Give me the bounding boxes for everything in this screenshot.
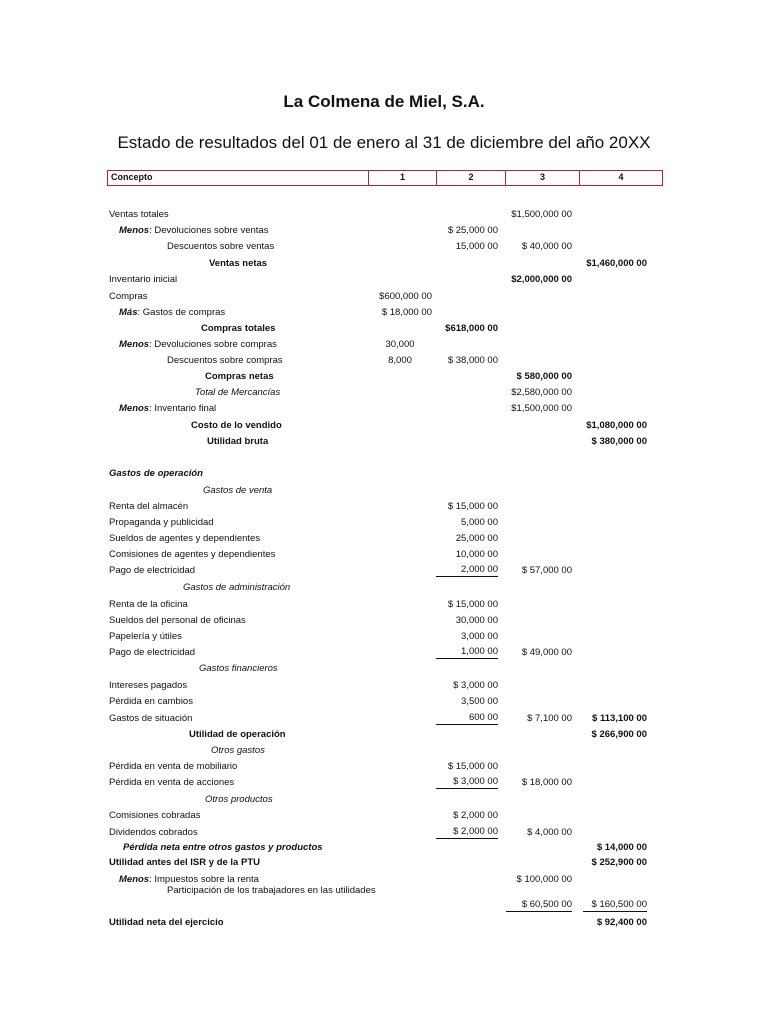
amount-c3: $ 580,000 00	[516, 371, 572, 382]
row-label-text: Compras totales	[201, 323, 276, 334]
row-label-text: Gastos de operación	[109, 468, 203, 479]
row-prefix: Menos	[119, 339, 150, 350]
amount-c2: $ 3,000 00	[453, 680, 498, 691]
statement-row	[0, 678, 768, 693]
amount-c4: $ 266,900 00	[591, 729, 647, 740]
statement-row	[0, 289, 768, 304]
row-label-text: Sueldos del personal de oficinas	[109, 615, 246, 626]
row-label	[109, 645, 195, 660]
statement-row	[0, 855, 768, 870]
amount-c2: $ 15,000 00	[447, 599, 498, 610]
amount-c2: 30,000 00	[455, 615, 498, 626]
row-label-text: Devoluciones sobre ventas	[154, 225, 269, 236]
row-label-text: Otros gastos	[211, 745, 265, 756]
row-label	[109, 613, 246, 628]
statement-row	[0, 645, 768, 660]
row-label-text: Dividendos cobrados	[109, 827, 198, 838]
amount-c3: $ 60,500 00	[506, 898, 572, 912]
row-label-text: Descuentos sobre compras	[167, 355, 283, 366]
row-prefix: Menos	[119, 225, 150, 236]
statement-row	[0, 759, 768, 774]
row-label: Menos: Inventario final	[119, 403, 217, 414]
row-label-text: Gastos financieros	[199, 663, 278, 674]
row-label-text: Impuestos sobre la renta	[154, 874, 259, 885]
statement-row	[0, 256, 768, 271]
row-label-text: Gastos de venta	[203, 485, 273, 496]
row-label	[109, 531, 260, 546]
row-label-text: Total de Mercancías	[195, 387, 281, 398]
row-label-text: Comisiones cobradas	[109, 810, 201, 821]
statement-row	[0, 418, 768, 433]
amount-c3: $1,500,000 00	[511, 209, 572, 220]
amount-c2: $ 2,000 00	[436, 825, 498, 839]
statement-row	[0, 547, 768, 562]
row-label-text: Costo de lo vendido	[191, 420, 282, 431]
amount-c2: 15,000 00	[455, 241, 498, 252]
statement-row	[0, 727, 768, 742]
amount-c3: $ 18,000 00	[521, 777, 572, 788]
amount-c4: $1,080,000 00	[586, 420, 647, 431]
row-label-text: Descuentos sobre ventas	[167, 241, 275, 252]
row-label: Menos: Impuestos sobre la renta	[119, 874, 259, 885]
amount-c4: $ 14,000 00	[596, 842, 647, 853]
row-label	[109, 515, 214, 530]
statement-row	[0, 580, 768, 595]
amount-c1: 8,000	[388, 355, 412, 366]
row-label-text: Renta del almacén	[109, 501, 189, 512]
row-label	[183, 580, 290, 595]
row-label-text: Utilidad de operación	[189, 729, 286, 740]
row-label	[109, 711, 192, 726]
statement-row	[0, 629, 768, 644]
row-label-text: Papelería y útiles	[109, 631, 182, 642]
amount-c1: 30,000	[385, 339, 415, 350]
amount-c2: $ 3,000 00	[436, 775, 498, 789]
row-label	[209, 256, 267, 271]
header-col-2: 2	[436, 170, 506, 186]
row-label-text: Intereses pagados	[109, 680, 188, 691]
header-col-3: 3	[505, 170, 580, 186]
row-label-text: Inventario final	[154, 403, 217, 414]
amount-c1: $600,000 00	[379, 291, 432, 302]
amount-c3: $ 40,000 00	[521, 241, 572, 252]
row-label-text: Otros productos	[205, 794, 273, 805]
amount-c2: $ 2,000 00	[453, 810, 498, 821]
statement-row	[0, 563, 768, 578]
statement-row	[0, 915, 768, 930]
row-label-text: Ventas netas	[209, 258, 268, 269]
amount-c2: 25,000 00	[455, 533, 498, 544]
statement-row	[0, 385, 768, 400]
amount-c3: $ 4,000 00	[527, 827, 572, 838]
amount-c4: $ 380,000 00	[591, 436, 647, 447]
statement-row	[0, 515, 768, 530]
row-label	[211, 743, 265, 758]
statement-row	[0, 369, 768, 384]
amount-c3: $ 100,000 00	[516, 874, 572, 885]
row-label-text: Gastos de situación	[109, 713, 193, 724]
row-label-text: Pérdida en cambios	[109, 696, 193, 707]
header-col-1: 1	[368, 170, 437, 186]
row-label	[109, 207, 169, 222]
amount-c3: $ 57,000 00	[521, 565, 572, 576]
amount-c2: $ 25,000 00	[447, 225, 498, 236]
row-label	[109, 272, 177, 287]
statement-row	[0, 531, 768, 546]
amount-c3: $ 7,100 00	[527, 713, 572, 724]
amount-c2: 5,000 00	[461, 517, 498, 528]
amount-c3: $2,580,000 00	[511, 387, 572, 398]
row-label-text: Utilidad neta del ejercicio	[109, 917, 224, 928]
row-label	[109, 466, 203, 481]
row-label	[205, 369, 274, 384]
row-label	[109, 775, 234, 790]
statement-row	[0, 223, 768, 238]
statement-row	[0, 613, 768, 628]
amount-c2: 2,000 00	[436, 563, 498, 577]
statement-row	[0, 694, 768, 709]
row-label: Más: Gastos de compras	[119, 307, 226, 318]
amount-c2: $ 15,000 00	[447, 501, 498, 512]
amount-c2: $618,000 00	[445, 323, 498, 334]
row-label-text: Utilidad antes del ISR y de la PTU	[109, 857, 260, 868]
amount-c4: $1,460,000 00	[586, 258, 647, 269]
row-label	[109, 915, 224, 930]
row-label: Menos: Devoluciones sobre compras	[119, 339, 277, 350]
amount-c4: $ 160,500 00	[583, 898, 647, 912]
row-label	[109, 563, 195, 578]
amount-c2: $ 38,000 00	[447, 355, 498, 366]
row-label: Menos: Devoluciones sobre ventas	[119, 225, 269, 236]
row-label	[109, 694, 193, 709]
statement-row	[0, 743, 768, 758]
row-label	[195, 385, 280, 400]
amount-c2: 600 00	[436, 711, 498, 725]
statement-title: Estado de resultados del 01 de enero al 31 de diciembre del año 20XX	[117, 133, 651, 152]
statement-row	[0, 597, 768, 612]
statement-row	[0, 321, 768, 336]
statement-row	[0, 661, 768, 676]
row-prefix: Menos	[119, 874, 150, 885]
row-label-text: Pérdida en venta de acciones	[109, 777, 235, 788]
statement-row	[0, 499, 768, 514]
statement-row	[0, 207, 768, 222]
row-label-text: Devoluciones sobre compras	[154, 339, 277, 350]
amount-c2: 10,000 00	[455, 549, 498, 560]
amount-c3: $2,000,000 00	[511, 274, 572, 285]
row-label-text: Pago de electricidad	[109, 565, 196, 576]
statement-row	[0, 337, 768, 352]
row-label	[167, 885, 407, 896]
row-label-text: Ventas totales	[109, 209, 169, 220]
header-concept: Concepto	[107, 170, 369, 186]
row-label	[109, 629, 182, 644]
row-label-text: Utilidad bruta	[207, 436, 269, 447]
amount-c2: $ 15,000 00	[447, 761, 498, 772]
amount-c2: 3,000 00	[461, 631, 498, 642]
statement-row	[0, 401, 768, 416]
row-label-text: Pérdida en venta de mobiliario	[109, 761, 238, 772]
statement-row	[0, 792, 768, 807]
statement-row	[0, 825, 768, 840]
amount-c3: $1,500,000 00	[511, 403, 572, 414]
statement-row	[0, 305, 768, 320]
amount-c4: $ 92,400 00	[596, 917, 647, 928]
row-label-text: Inventario inicial	[109, 274, 178, 285]
row-prefix: Más	[119, 307, 138, 318]
company-name: La Colmena de Miel, S.A.	[283, 92, 485, 111]
row-label-text: Gastos de administración	[183, 582, 291, 593]
row-label	[109, 808, 200, 823]
row-label	[109, 547, 275, 562]
amount-c2: 1,000 00	[436, 645, 498, 659]
amount-c3: $ 49,000 00	[521, 647, 572, 658]
row-label	[191, 418, 282, 433]
row-label	[109, 678, 187, 693]
row-label	[199, 661, 278, 676]
statement-row	[0, 840, 768, 855]
row-label	[109, 289, 148, 304]
row-label	[207, 434, 268, 449]
statement-row	[0, 808, 768, 823]
row-label-text: Compras	[109, 291, 148, 302]
amount-c4: $ 252,900 00	[591, 857, 647, 868]
statement-row	[0, 239, 768, 254]
statement-row	[0, 711, 768, 726]
row-label-text: Propaganda y publicidad	[109, 517, 214, 528]
header-col-4: 4	[579, 170, 663, 186]
statement-row	[0, 775, 768, 790]
row-prefix: Menos	[119, 403, 150, 414]
amount-c1: $ 18,000 00	[381, 307, 432, 318]
row-label-text: Sueldos de agentes y dependientes	[109, 533, 261, 544]
row-label	[167, 239, 274, 254]
amount-c4: $ 113,100 00	[592, 713, 647, 724]
row-label	[109, 855, 260, 870]
row-label	[109, 499, 188, 514]
statement-row	[0, 483, 768, 498]
row-label	[189, 727, 286, 742]
row-label	[201, 321, 275, 336]
row-label-text: Pago de electricidad	[109, 647, 196, 658]
row-label-text: Renta de la oficina	[109, 599, 188, 610]
row-label	[109, 825, 198, 840]
row-label	[123, 840, 323, 855]
row-label-text: Participación de los trabajadores en las utilidades	[167, 885, 376, 896]
amount-c2: 3,500 00	[461, 696, 498, 707]
statement-row	[0, 353, 768, 368]
row-label	[167, 353, 283, 368]
statement-row	[0, 885, 768, 910]
statement-row	[0, 466, 768, 481]
row-label-text: Comisiones de agentes y dependientes	[109, 549, 276, 560]
row-label	[109, 597, 188, 612]
statement-row	[0, 434, 768, 449]
row-label	[203, 483, 272, 498]
row-label	[205, 792, 273, 807]
row-label	[109, 759, 237, 774]
row-label-text: Compras netas	[205, 371, 274, 382]
row-label-text: Pérdida neta entre otros gastos y productos	[123, 842, 323, 853]
row-label-text: Gastos de compras	[142, 307, 226, 318]
statement-row	[0, 272, 768, 287]
